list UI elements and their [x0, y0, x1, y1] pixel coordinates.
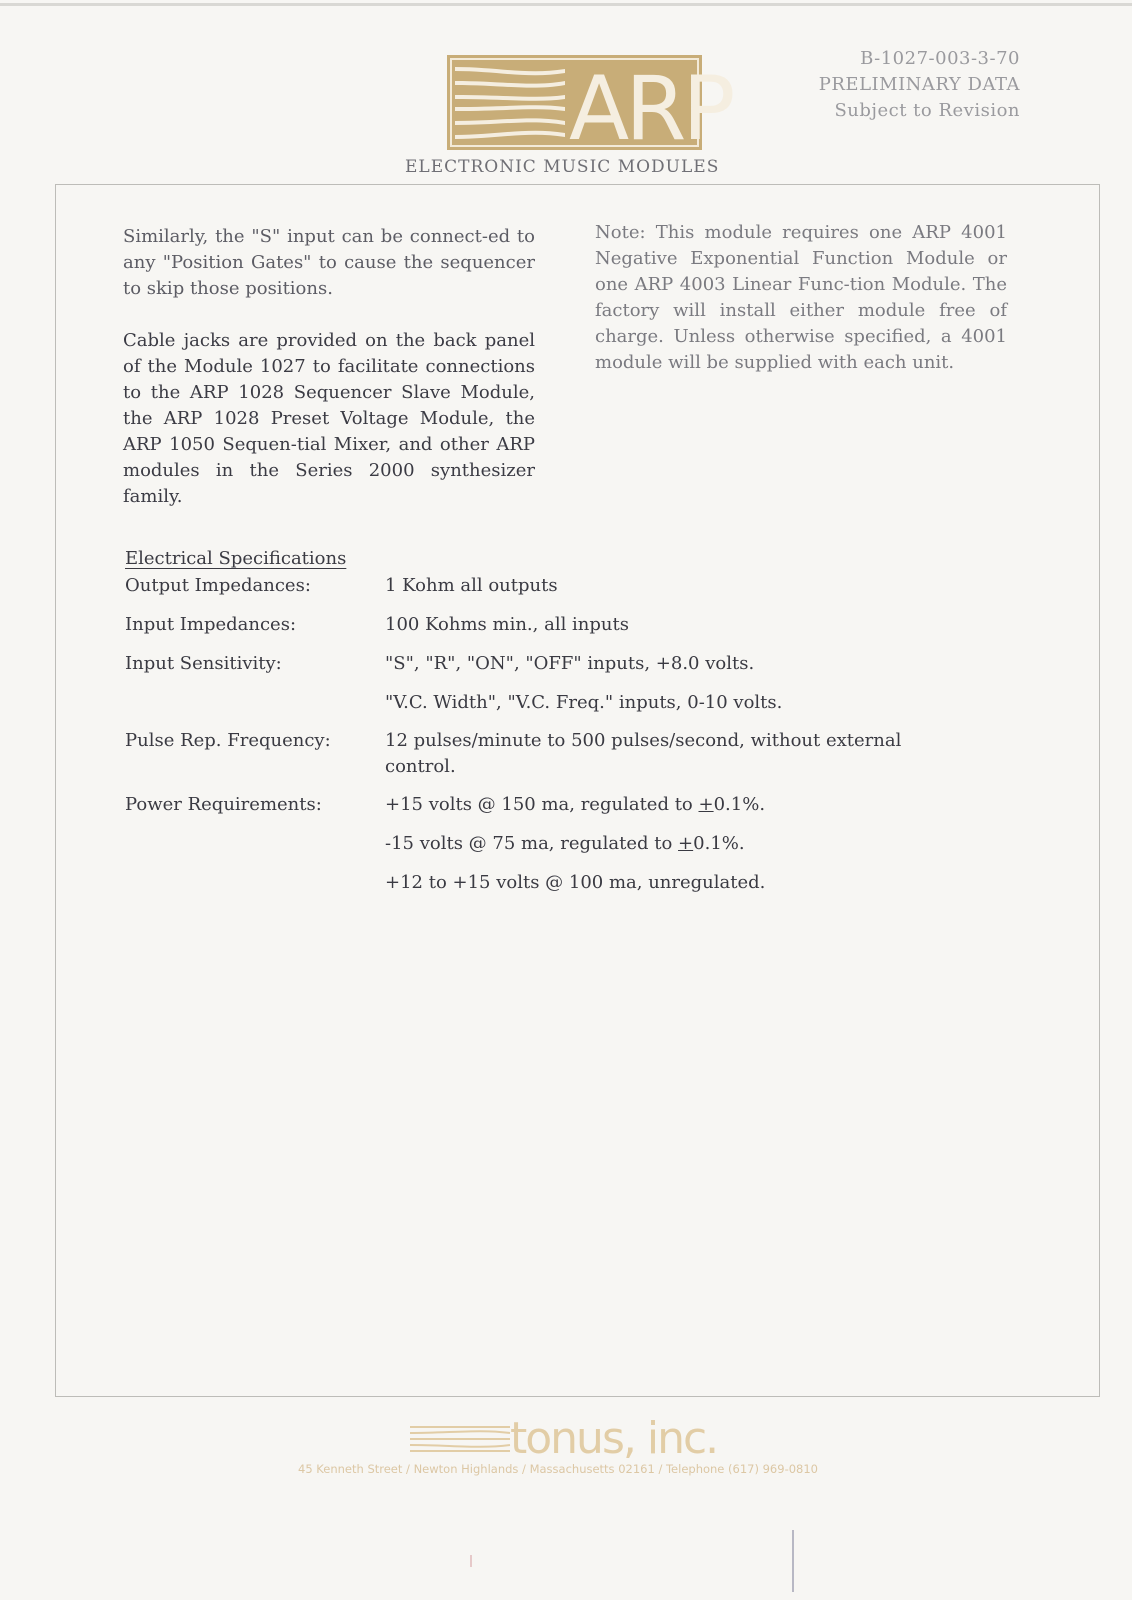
- specs-heading: Electrical Specifications: [125, 548, 347, 569]
- svg-text:ARP: ARP: [569, 57, 732, 160]
- input-impedances-value: 100 Kohms min., all inputs: [385, 614, 629, 635]
- power-line-1-tolerance: 0.1%.: [713, 794, 766, 815]
- document-info: [819, 46, 1020, 124]
- power-line-2-tolerance: 0.1%.: [693, 833, 745, 854]
- document-number: B-1027-003-3-70: [860, 48, 1020, 69]
- document-status: PRELIMINARY DATA: [818, 74, 1020, 95]
- power-line-3: +12 to +15 volts @ 100 ma, unregulated.: [385, 872, 766, 893]
- tonus-logo: [410, 1407, 750, 1463]
- company-address: 45 Kenneth Street / Newton Highlands / Massachusetts 02161 / Telephone (617) 969-0810: [298, 1462, 818, 1476]
- top-edge-line: [0, 3, 1132, 6]
- module-requirement-note: Note: This module requires one ARP 4001 Negative Exponential Function Module or one ARP 4003 Linear Func-tion Module. The factory will install either module free of charge. Unless otherwise specified, a 4001 module will be supplied with each unit.: [595, 222, 1007, 373]
- power-line-2: [385, 831, 985, 857]
- right-column: [595, 220, 1007, 402]
- plus-minus-sign: +: [698, 794, 714, 815]
- power-line-2-text: -15 volts @ 75 ma, regulated to: [385, 833, 679, 854]
- power-line-1: [385, 792, 985, 818]
- input-sensitivity-line2: "V.C. Width", "V.C. Freq." inputs, 0-10 volts.: [385, 692, 783, 713]
- input-sensitivity-line1: "S", "R", "ON", "OFF" inputs, +8.0 volts.: [385, 653, 755, 674]
- power-line-1-text: +15 volts @ 150 ma, regulated to: [385, 794, 699, 815]
- revision-note: Subject to Revision: [834, 100, 1020, 121]
- left-column: [123, 224, 535, 536]
- section-title: ELECTRONIC MUSIC MODULES: [405, 157, 720, 177]
- power-requirements-label: Power Requirements:: [125, 794, 322, 815]
- margin-mark: [792, 1530, 794, 1592]
- input-impedances-label: Input Impedances:: [125, 614, 297, 635]
- output-impedances-label: Output Impedances:: [125, 575, 311, 596]
- plus-minus-sign: +: [678, 833, 694, 854]
- paragraph-skip-positions: Similarly, the "S" input can be connect-ed to any "Position Gates" to cause the sequencer to skip those positions.: [123, 226, 535, 299]
- paragraph-cable-jacks: Cable jacks are provided on the back panel of the Module 1027 to facilitate connections to the ARP 1028 Sequencer Slave Module, the ARP 1028 Preset Voltage Module, the ARP 1050 Sequen-tial Mixer, and other ARP modules in the Series 2000 synthesizer family.: [123, 330, 535, 507]
- pulse-rep-label: Pulse Rep. Frequency:: [125, 730, 331, 751]
- margin-mark: [470, 1555, 472, 1567]
- pulse-rep-value: 12 pulses/minute to 500 pulses/second, without external control.: [385, 730, 902, 777]
- input-sensitivity-label: Input Sensitivity:: [125, 653, 282, 674]
- svg-text:tonus, inc.: tonus, inc.: [510, 1413, 718, 1464]
- output-impedances-value: 1 Kohm all outputs: [385, 575, 558, 596]
- arp-logo: [447, 55, 732, 160]
